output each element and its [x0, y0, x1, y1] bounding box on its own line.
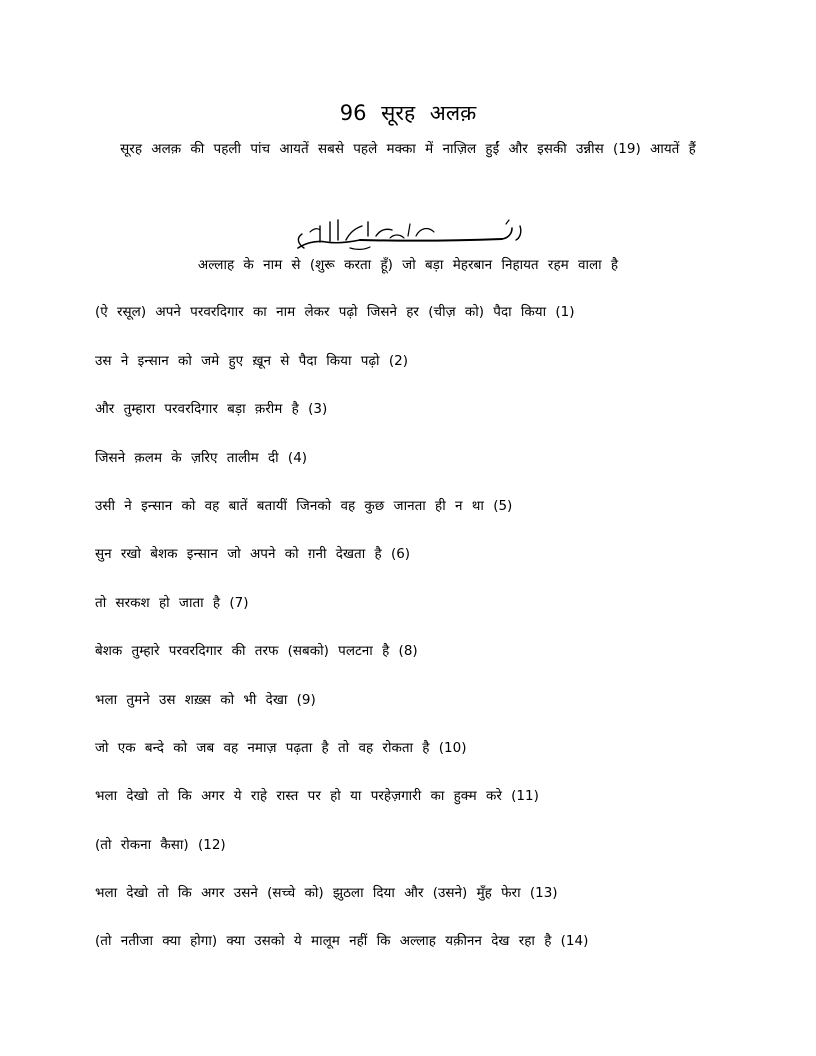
verse-11: भला देखो तो कि अगर ये राहे रास्त पर हो या परहेज़गारी का हुक्म करे (11) [95, 788, 539, 804]
verse-13: भला देखो तो कि अगर उसने (सच्चे को) झुठला दिया और (उसने) मुँह फेरा (13) [95, 885, 558, 901]
verse-5: उसी ने इन्सान को वह बातें बतायीं जिनको वह कुछ जानता ही न था (5) [95, 498, 513, 514]
verse-1: (ऐ रसूल) अपने परवरदिगार का नाम लेकर पढ़ो जिसने हर (चीज़ को) पैदा किया (1) [95, 304, 575, 320]
verse-10: जो एक बन्दे को जब वह नमाज़ पढ़ता है तो वह रोकता है (10) [95, 740, 467, 756]
verse-6: सुन रखो बेशक इन्सान जो अपने को ग़नी देखता है (6) [95, 546, 411, 562]
verse-14: (तो नतीजा क्या होगा) क्या उसको ये मालूम नहीं कि अल्लाह यक़ीनन देख रहा है (14) [95, 933, 589, 949]
verse-4: जिसने क़लम के ज़रिए तालीम दी (4) [95, 450, 308, 466]
verse-3: और तुम्हारा परवरदिगार बड़ा क़रीम है (3) [95, 401, 328, 417]
surah-subtitle: सूरह अलक़ की पहली पांच आयतें सबसे पहले मक्का में नाज़िल हुईं और इसकी उन्नीस (19) आयतें हैं [120, 141, 696, 157]
surah-title: 96 सूरह अलक़ [339, 101, 477, 125]
verse-9: भला तुमने उस शख़्स को भी देखा (9) [95, 692, 316, 708]
verse-7: तो सरकश हो जाता है (7) [95, 595, 249, 611]
verse-2: उस ने इन्सान को जमे हुए ख़ून से पैदा किया पढ़ो (2) [95, 353, 408, 369]
bismillah-translation: अल्लाह के नाम से (शुरू करता हूँ) जो बड़ा मेहरबान निहायत रहम वाला है [197, 257, 619, 273]
bismillah-calligraphy-icon [290, 214, 530, 254]
verse-12: (तो रोकना कैसा) (12) [95, 837, 226, 853]
verse-8: बेशक तुम्हारे परवरदिगार की तरफ (सबको) पलटना है (8) [95, 643, 418, 659]
